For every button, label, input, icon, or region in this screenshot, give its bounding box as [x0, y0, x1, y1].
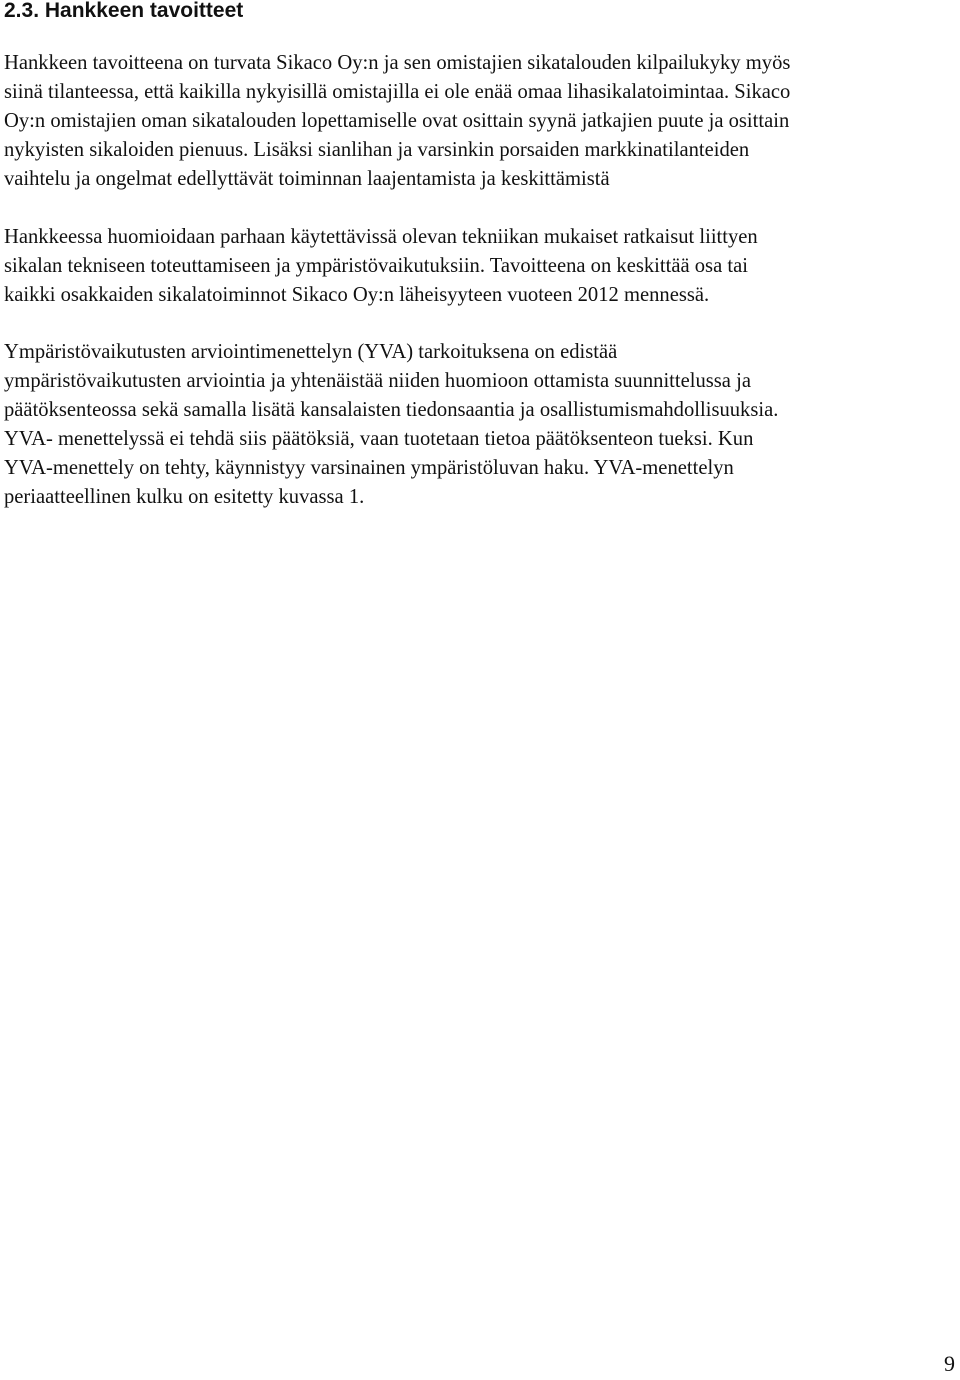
page-number: 9: [944, 1351, 955, 1376]
paragraph-line: vaihtelu ja ongelmat edellyttävät toiminnan laajentamista ja keskittämistä: [4, 168, 610, 190]
paragraph-line: nykyisten sikaloiden pienuus. Lisäksi sianlihan ja varsinkin porsaiden markkinatilanteiden: [4, 139, 750, 161]
paragraph-project-goals: [4, 49, 956, 194]
document-page: [4, 0, 956, 512]
paragraph-line: siinä tilanteessa, että kaikilla nykyisillä omistajilla ei ole enää omaa lihasikalatoimintaa. Sikaco: [4, 81, 791, 103]
paragraph-line: Oy:n omistajien oman sikatalouden lopettamiselle ovat osittain syynä jatkajien puute ja osittain: [4, 110, 790, 132]
paragraph-line: ympäristövaikutusten arviointia ja yhtenäistää niiden huomioon ottamista suunnittelussa ja: [4, 370, 751, 392]
paragraph-yva-procedure: [4, 338, 956, 512]
paragraph-line: Ympäristövaikutusten arviointimenettelyn (YVA) tarkoituksena on edistää: [4, 341, 618, 363]
paragraph-best-technology: [4, 223, 956, 310]
paragraph-line: Hankkeen tavoitteena on turvata Sikaco Oy:n ja sen omistajien sikatalouden kilpailukyky myös: [4, 52, 791, 74]
section-heading: 2.3. Hankkeen tavoitteet: [4, 0, 244, 22]
paragraph-line: kaikki osakkaiden sikalatoiminnot Sikaco Oy:n läheisyyteen vuoteen 2012 mennessä.: [4, 284, 710, 306]
paragraph-line: päätöksenteossa sekä samalla lisätä kansalaisten tiedonsaantia ja osallistumismahdollisuuksia.: [4, 399, 779, 421]
paragraph-line: periaatteellinen kulku on esitetty kuvassa 1.: [4, 486, 365, 508]
paragraph-line: sikalan tekniseen toteuttamiseen ja ympäristövaikutuksiin. Tavoitteena on keskittää osa tai: [4, 255, 748, 277]
paragraph-line: YVA- menettelyssä ei tehdä siis päätöksiä, vaan tuotetaan tietoa päätöksenteon tueksi. Kun: [4, 428, 754, 450]
paragraph-line: Hankkeessa huomioidaan parhaan käytettävissä olevan tekniikan mukaiset ratkaisut liittyen: [4, 226, 758, 248]
paragraph-line: YVA-menettely on tehty, käynnistyy varsinainen ympäristöluvan haku. YVA-menettelyn: [4, 457, 734, 479]
